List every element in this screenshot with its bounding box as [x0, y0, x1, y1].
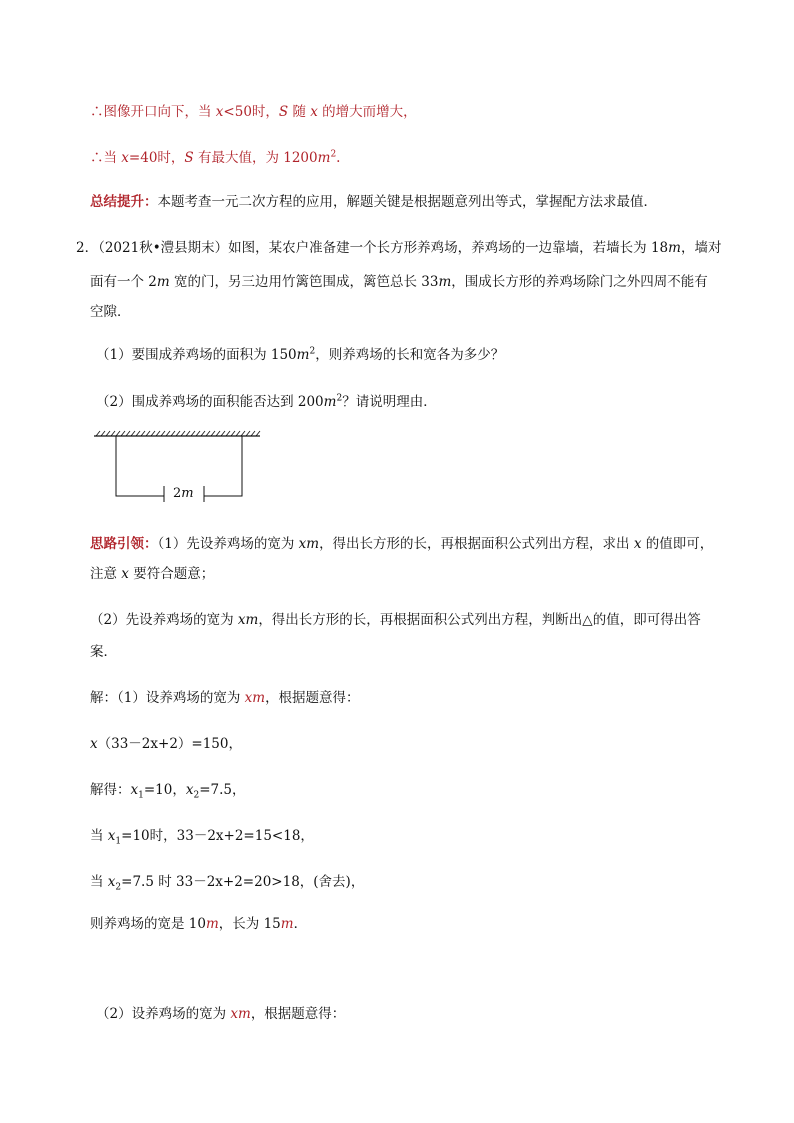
- hint-part-2-line-1: （2）先设养鸡场的宽为 xm，得出长方形的长，再根据面积公式列出方程，判断出△的值，即可得出答: [90, 612, 701, 628]
- hint-label: 思路引领：: [90, 536, 158, 552]
- question-2-line-2: 面有一个 2m 宽的门，另三边用竹篱笆围成，篱笆总长 33m，围成长方形的养鸡场除门之外四周不能有: [90, 274, 708, 290]
- question-2-part-2: （2）围成养鸡场的面积能否达到 $200m^2$？请说明理由．: [96, 393, 437, 410]
- question-2-part-1: （1）要围成养鸡场的面积为 $150m^2$，则养鸡场的长和宽各为多少？: [96, 346, 505, 363]
- wall-hatching: [96, 431, 260, 436]
- summary-text: 本题考查一元二次方程的应用，解题关键是根据题意列出等式，掌握配方法求最值．: [157, 194, 657, 210]
- solution-part-1-intro: 解：（1）设养鸡场的宽为 xm，根据题意得：: [90, 690, 360, 706]
- summary-line: [90, 192, 657, 212]
- fence-left: [116, 436, 164, 496]
- door-label: 2m: [173, 486, 194, 501]
- hint-line-1: 思路引领：（1）先设养鸡场的宽为 xm，得出长方形的长，再根据面积公式列出方程，求出 x 的值即可，: [90, 536, 714, 552]
- conclusion-line-2: ∴当 x=40时，S 有最大值，为 $1200m^2$.: [90, 149, 341, 166]
- hint-part-2-line-2: 案．: [90, 644, 117, 660]
- equation-3: 当 $x_1=10$时，33－2x+2=15<18，: [90, 828, 314, 847]
- hint-line-2: 注意 x 要符合题意；: [90, 566, 215, 582]
- summary-label: 总结提升：: [90, 194, 158, 210]
- question-2-line-1: 2．（2021秋•澧县期末）如图，某农户准备建一个长方形养鸡场，养鸡场的一边靠墙，若墙长为 18m，墙对: [76, 240, 722, 256]
- conclusion-line-1: ∴图像开口向下，当 x<50时，S 随 x 的增大而增大，: [90, 104, 417, 120]
- fence-right: [204, 436, 242, 496]
- equation-4: 当 $x_2=7.5$ 时 33－2x+2=20>18，(舍去)，: [90, 874, 365, 893]
- answer-part-1: 则养鸡场的宽是 10m，长为 15m．: [90, 916, 308, 932]
- solution-part-2-intro: （2）设养鸡场的宽为 xm，根据题意得：: [96, 1006, 346, 1022]
- equation-1: x（33－2x+2）=150，: [90, 736, 242, 752]
- chicken-farm-diagram: [92, 430, 264, 506]
- equation-2: 解得：$x_1=10$，$x_2=7.5$，: [90, 782, 246, 801]
- question-2-line-3: 空隙．: [90, 304, 131, 320]
